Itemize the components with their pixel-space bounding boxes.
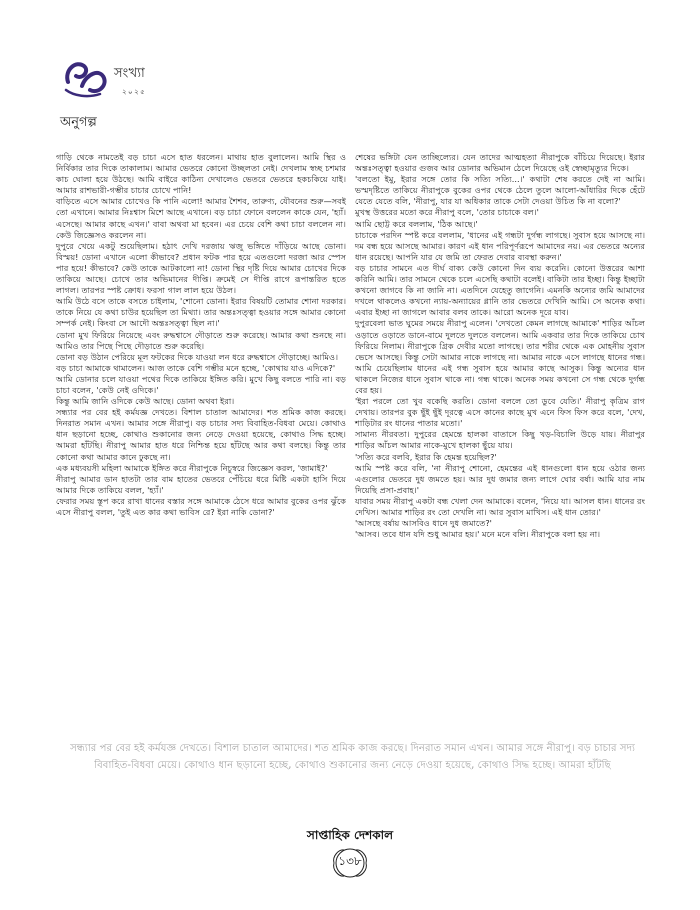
paragraph: ফেরার সময় স্তূপ করে রাখা ধানের বস্তার সঙ্গে আমাকে ঠেসে ধরে আমার বুকের ওপর ঝুঁকে এসে নীরাপু বলল, 'তুই এত কার কথা ভাবিস রে? ইরা নাকি ডোনা?' [56,495,346,517]
paragraph: আমি স্পষ্ট করে বলি, 'না নীরাপু শোনো, হেমন্তের এই ধানগুলো ধান হয়ে ওঠার জন্য এগুলোর ভেতরে দুধ জমতে হয়। আর দুধ জমার জন্য লাগে ঘোর বর্ষা। আমি যার নাম দিয়েছি প্রসা-প্রবাহ।' [355,462,645,495]
issue-logo [60,56,170,108]
pull-quote: সন্ধ্যার পর বের হই কর্মযজ্ঞ দেখতে। বিশাল চাতাল আমাদের। শত শ্রমিক কাজ করছে। দিনরাত সমান এখন। আমার সঙ্গে নীরাপু। বড় চাচার সদ্য বিবাহিত-বিধবা মেয়ে। কোথাও ধান ছড়ানো হচ্ছে, কোথাও শুকানোর জন্য নেড়ে দেওয়া হয়েছে, কোথাও সিদ্ধ হচ্ছে। আমরা হাঁটছি [70,743,635,771]
paragraph: চাচাকে পরদিন স্পষ্ট করে বললাম, 'ধানের এই গন্ধটা দুর্গন্ধ লাগছে। সুবাস হয়ে আসছে না। দম বন্ধ হয়ে আসছে আমার। কারণ এই ধান পরিপূর্ণরূপে আমাদের নয়। এর ভেতরে অন্যের ধান রয়েছে। আপনি যার যে জমি তা ফেরত দেবার ব্যবস্থা করুন।' [355,229,645,262]
paragraph: আমি ছোট্ট করে বললাম, 'ঠিক আছে।' [355,218,478,229]
paragraph: মুখস্থ উত্তরের মতো করে নীরাপু বলে, 'তোর চাচাকে বল।' [355,207,539,218]
paragraph: কিন্তু আমি জানি ওদিকে কেউ আছে। ডোনা অথবা ইরা। [56,396,235,407]
paragraph: বড় চাচা আমাকে থামালেন। আজ তাকে বেশি গম্ভীর মনে হচ্ছে, 'কোথায় যাও এদিকে?' [56,362,336,373]
paragraph: দুপুরে খেয়ে একটু শুয়েছিলাম। হঠাৎ দেখি দরজায় ঋজু ভঙ্গিতে দাঁড়িয়ে আছে ডোনা। বিস্ময়! ডোনা এখানে এলো কীভাবে? প্রধান ফটক পার হয়ে এতগুলো দরজা আর স্পেস পার হয়ে! কীভাবে? কেউ তাকে আটকালো না! ডোনা স্থির দৃষ্টি দিয়ে আমার চোখের দিকে তাকিয়ে আছে। চোখে তার অভিমানের দীপ্তি। ক্রমেই সে দীপ্তি রাগে রূপান্তরিত হতে লাগল। তারপর স্পষ্ট ক্রোধ। ফরসা গাল লাল হয়ে উঠল। [56,240,346,296]
paragraph: ডোনা বড় উঠান পেরিয়ে মূল ফটকের দিকে যাওয়া লন ধরে রুদ্ধশ্বাসে দৌড়াচ্ছে। আমিও। [56,351,339,362]
logo-year: ২০২৫ [122,88,147,96]
paragraph: 'ইরা পরলে তো খুব বকেছি করতি। ডোনা বললে তো ডুবে যেতি।' নীরাপু কৃত্রিম রাগ দেখায়। তারপর বুক ছুঁই ছুঁই দূরত্বে এসে কানের কাছে মুখ এনে ফিস ফিস করে বলে, 'দেখ, শাড়িটার রং ধানের পাতার মতো।' [355,396,645,429]
paragraph: 'সত্যি করে বলবি, ইরার কি হেমন্ত হয়েছিল?' [355,451,497,462]
paragraph: সন্ধ্যার পর বের হই কর্মযজ্ঞ দেখতে। বিশাল চাতাল আমাদের। শত শ্রমিক কাজ করছে। দিনরাত সমান এখন। আমার সঙ্গে নীরাপু। বড় চাচার সদ্য বিবাহিত-বিধবা মেয়ে। কোথাও ধান ছড়ানো হচ্ছে, কোথাও শুকানোর জন্য নেড়ে দেওয়া হয়েছে, কোথাও সিদ্ধ হচ্ছে। আমরা হাঁটছি। নীরাপু আমার হাত ধরে নিশ্চিন্ত হয়ে হাঁটছে আর কথা বলছে। কিন্তু তার কোনো কথা আমার কানে ঢুকছে না। [56,407,346,462]
paragraph: এক মধ্যবয়সী মহিলা আমাকে ইঙ্গিত করে নীরাপুকে নিচুস্বরে জিজ্ঞেস করল, 'জামাই?' [56,462,328,473]
right-column [355,152,645,540]
paragraph: 'আসব। তবে ধান যদি শুধু আমার হয়।' মনে মনে বলি। নীরাপুকে বলা হয় না। [355,529,601,540]
paragraph: বড় চাচার সামনে এত দীর্ঘ বাক্য কেউ কোনো দিন ব্যয় করেনি। কোনো উত্তরের আশা করিনি আমি। তার সামনে থেকে চলে এসেছি কথাটা বলেই। বাকিটা তার ইচ্ছা। কিন্তু ইচ্ছাটা কখনো জাগবে কি না জানি না। এতদিনে যেহেতু জাগেনি। এমনকি অন্যের জমি আমাদের দখলে থাকলেও কখনো ন্যায়-অন্যায়ের গ্লানি তার ভেতরে দেখিনি আমি। সে অনেক কথা। এবার ইচ্ছা না জাগলে আবার বলব তাকে। আরো অনেক দূরে যাব। [355,262,645,318]
logo-text: সংখ্যা [114,66,146,81]
page-number [331,844,369,882]
paragraph: 'বলতো ইমু, ইরার সঙ্গে তোর কি সত্যি সত্যি...।' কথাটা শেষ করতে দেই না আমি। ভস্মদৃষ্টিতে তাকিয়ে নীরাপুকে বুকের ওপর থেকে ঠেলে তুলে আলো-আঁধারির দিকে হেঁটে যেতে যেতে বলি, 'নীরাপু, যার যা অধিকার তাকে সেটা দেওয়া উচিত কি না বলো?' [355,174,645,207]
left-column [56,152,346,518]
logo-mark-icon [60,56,112,102]
paragraph: যাবার সময় নীরাপু একটা বন্ধ খেলা দেন আমাকে। বলেন, 'নিয়ে যা। আসল ধান। ধানের রং দেখিস। আমার শাড়ির রং তো দেখলি না। আর সুবাস মাখিস। এই ধান তোর।' [355,495,645,517]
section-title: অনুগল্প [60,115,97,130]
paragraph: 'আসছে বর্ষায় আসবিও ধানে দুধ জমাতে?' [355,518,492,529]
magazine-name: সাপ্তাহিক দেশকাল [306,828,394,842]
paragraph: আমি ডোনার চলে যাওয়া পথের দিকে তাকিয়ে ইঙ্গিত করি। মুখে কিছু বলতে পারি না। বড় চাচা বলেন, 'কেউ নেই ওদিকে।' [56,373,346,395]
paragraph: গাড়ি থেকে নামতেই বড় চাচা এসে হাত ধরলেন। মাথায় হাত বুলালেন। আমি স্থির ও নির্বিকার তার দিকে তাকালাম। আমার ভেতরে কোনো উচ্ছলতা নেই। দেখলাম স্বচ্ছ চশমার কাচ ঘোলা হয়ে উঠছে। আমি বাইরে কাঠিন্য দেখালেও ভেতরে ভেতরে হকচকিয়ে যাই। আমার রাশভারী-গম্ভীর চাচার চোখে পানি! [56,152,346,196]
paragraph: ডোনা মুখ ফিরিয়ে নিয়েছে এবং রুদ্ধশ্বাসে দৌড়াতে শুরু করেছে। আমার কথা শুনছে না। আমিও তার পিছে পিছে দৌড়াতে শুরু করেছি। [56,329,346,351]
paragraph: বাড়িতে এসে আমার চোখেও কি পানি এলো! আমার শৈশব, তারুণ্য, যৌবনের শুরু—সবই তো এখানে। আমার নিঃশ্বাস মিশে আছে এখানে। বড় চাচা ফোনে বললেন কাকে যেন, 'হ্যাঁ। এসেছে। আমার কাছে এখন।' বাবা অথবা মা হবেন। এর চেয়ে বেশি কথা চাচা বললেন না। কেউ জিজ্ঞেসও করলেন না। [56,196,346,240]
page-number-text: ১৩৮ [338,854,362,868]
paragraph: সামান্য নীরবতা। দুপুরের হেমন্তে হালকা বাতাসে কিছু খড়-বিচালি উড়ে যায়। নীরাপুর শাড়ির আঁচল আমার নাকে-মুখে হালকা ছুঁয়ে যায়। [355,429,645,451]
paragraph: আমি উঠে বসে তাকে বসতে চাইলাম, 'শোনো ডোনা। ইরার বিষয়টি তোমার শোনা দরকার। তাকে নিয়ে যে কথা চাউর হয়েছিল তা মিথ্যা। তার অন্তঃসত্ত্বা হওয়ার সঙ্গে আমার কোনো সম্পর্ক নেই। কিংবা সে আদৌ অন্তঃসত্ত্বা ছিল না।' [56,296,346,329]
paragraph: দুপুরবেলা ভাত ঘুমের সময়ে নীরাপু এলেন। 'দেখতো কেমন লাগছে আমাকে' শাড়ির আঁচল ওড়াতে ওড়াতে ডানে-বামে দুলতে দুলতে বললেন। আমি একবার তার দিকে তাকিয়ে চোখ ফিরিয়ে নিলাম। নীরাপুকে গ্রিক দেবীর মতো লাগছে। তার শরীর থেকে এক মোহনীয় সুবাস ভেসে আসছে। কিন্তু সেটা আমার নাকে লাগছে না। আমার নাকে এসে লাগছে ধানের গন্ধ। আমি চেয়েছিলাম ধানের এই গন্ধ সুবাস হয়ে আমার কাছে আসুক। কিন্তু অন্যের ধান থাকলে নিজের ধানে সুবাস থাকে না। গন্ধ থাকে। অনেক সময় কখনো সে গন্ধ থেকে দুর্গন্ধ বের হয়। [355,318,645,395]
paragraph: শেষের ভঙ্গিটা যেন তাচ্ছিল্যের। যেন তাদের আত্মহত্যা নীরাপুকে বাঁচিয়ে দিয়েছে। ইরার অন্তঃসত্ত্বা হওয়ার গুজব আর ডোনার অভিমান ঠেলে দিয়েছে ওই স্বেচ্ছামৃত্যুর দিকে। [355,152,645,174]
paragraph: নীরাপু আমার ডান হাতটা তার বাম হাতের ভেতরে পেঁচিয়ে ধরে মিষ্টি একটা হাসি দিয়ে আমার দিকে তাকিয়ে বলল, 'হ্যাঁ।' [56,473,346,495]
